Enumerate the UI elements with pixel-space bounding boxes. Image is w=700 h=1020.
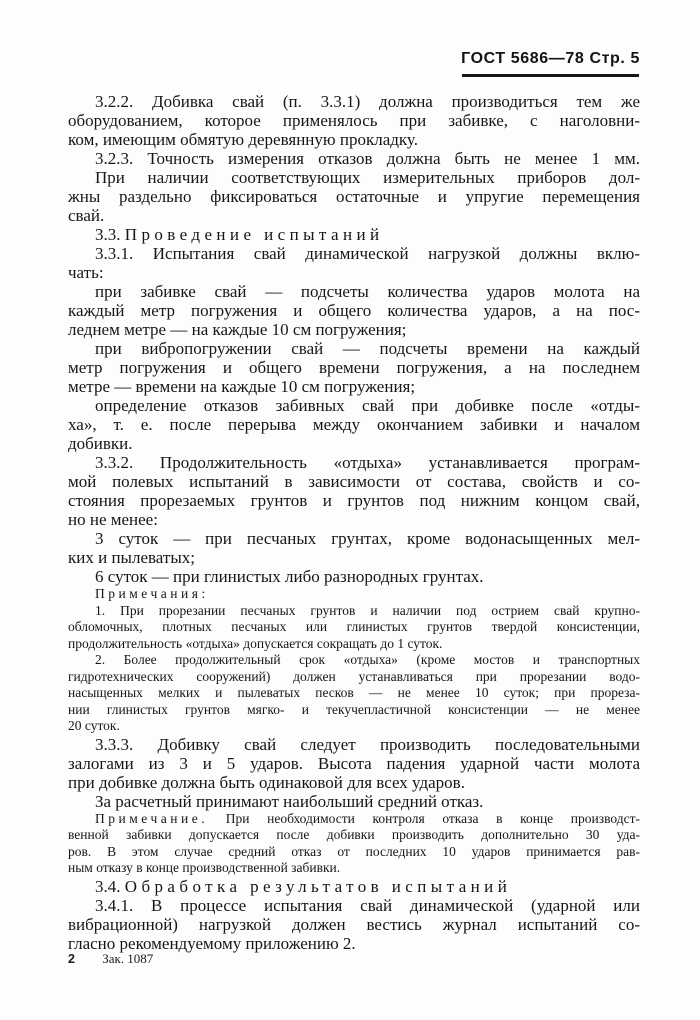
text-line: каждый метр погружения и общего количества ударов, а на пос-: [68, 301, 640, 320]
paragraph: [68, 529, 640, 567]
text-line: свай.: [68, 206, 105, 225]
paragraph: [68, 149, 640, 168]
text-line: 3.3.2. Продолжительность «отдыха» устанавливается програм-: [95, 453, 640, 472]
section-heading: [68, 225, 640, 244]
text-segment: 3.3.: [95, 225, 125, 244]
header-rule: [462, 74, 639, 77]
footer-order-label: Зак. 1087: [102, 951, 154, 966]
text-segment: Примечания:: [95, 586, 209, 601]
text-line: 3.3.1. Испытания свай динамической нагрузкой должны вклю-: [95, 244, 640, 263]
text-line: вибрационной) нагрузкой должен вестись журнал испытаний со-: [68, 914, 640, 934]
text-line: За расчетный принимают наибольший средний отказ.: [95, 791, 484, 811]
text-segment: При необходимости контроля отказа в конце производст-: [208, 810, 640, 826]
text-line: [68, 586, 640, 603]
text-line: нии глинистых грунтов мягко- и текучепластичной консистенции — не менее: [68, 701, 640, 717]
text-line: ным отказу в конце производственной забивки.: [68, 860, 341, 875]
paragraph: [68, 603, 640, 653]
page-header: [461, 50, 640, 77]
text-line: при добивке должна быть одинаковой для всех ударов.: [68, 772, 465, 792]
paragraph: [68, 244, 640, 282]
text-segment: 3.4.: [95, 876, 125, 896]
paragraph: [68, 735, 640, 792]
text-line: 20 суток.: [68, 718, 120, 733]
text-line: 3.3.3. Добивку свай следует производить последовательными: [95, 734, 640, 754]
text-line: метр погружения и общего времени погружения, а на последнем: [68, 358, 640, 377]
text-line: [68, 877, 640, 896]
text-line: обломочных, плотных песчаных или глинистых грунтов твердой консистенции,: [68, 619, 640, 634]
paragraph: [68, 652, 640, 735]
text-segment: Обработка результатов испытаний: [124, 876, 512, 896]
footer-page-number: 2: [68, 952, 75, 966]
text-line: залогами из 3 и 5 ударов. Высота падения ударной части молота: [68, 753, 640, 773]
text-segment: Проведение испытаний: [124, 225, 384, 244]
text-line: 3 суток — при песчаных грунтах, кроме водонасыщенных мел-: [95, 529, 640, 548]
paragraph: [68, 896, 640, 953]
text-line: определение отказов забивных свай при добивке после «отды-: [95, 396, 640, 415]
section-heading: [68, 586, 640, 603]
paragraph: [68, 396, 640, 453]
text-line: 2. Более продолжительный срок «отдыха» (кроме мостов и транспортных: [95, 652, 640, 667]
text-line: при забивке свай — подсчеты количества ударов молота на: [95, 282, 640, 301]
paragraph: [68, 811, 640, 877]
paragraph: [68, 168, 640, 225]
header-title: ГОСТ 5686—78 Стр. 5: [461, 50, 640, 67]
text-line: насыщенных мелких и пылеватых песков — не менее 10 суток; при прореза-: [68, 685, 640, 700]
text-line: При наличии соответствующих измерительных приборов дол-: [95, 168, 640, 187]
paragraph: [68, 567, 640, 586]
text-line: добивки.: [68, 434, 133, 453]
text-line: 3.2.2. Добивка свай (п. 3.3.1) должна производиться тем же: [95, 92, 640, 111]
text-line: 6 суток — при глинистых либо разнородных грунтах.: [95, 567, 484, 586]
text-line: при вибропогружении свай — подсчеты времени на каждый: [95, 339, 640, 358]
paragraph: [68, 453, 640, 529]
text-line: 3.4.1. В процессе испытания свай динамической (ударной или: [95, 895, 640, 915]
text-line: стояния прорезаемых грунтов и грунтов под нижним концом свай,: [68, 491, 640, 510]
text-line: гидротехнических сооружений) должен устанавливаться при прорезании водо-: [68, 668, 640, 684]
text-line: 3.2.3. Точность измерения отказов должна быть не менее 1 мм.: [95, 149, 640, 168]
text-segment: Примечание.: [95, 810, 209, 826]
text-line: 1. При прорезании песчаных грунтов и наличии под острием свай крупно-: [95, 602, 640, 618]
text-line: метре — времени на каждые 10 см погружения;: [68, 377, 416, 396]
text-line: гласно рекомендуемому приложению 2.: [68, 933, 356, 953]
text-line: мой полевых испытаний в зависимости от состава, свойств и со-: [68, 472, 640, 491]
text-line: ров. В этом случае средний отказ от последних 10 ударов принимается рав-: [68, 843, 640, 859]
paragraph: [68, 792, 640, 811]
paragraph: [68, 92, 640, 149]
text-line: [68, 225, 640, 244]
text-line: оборудованием, которое применялось при забивке, с наголовни-: [68, 111, 640, 130]
text-line: но не менее:: [68, 510, 158, 529]
text-line: ха», т. е. после перерыва между окончанием забивки и началом: [68, 415, 640, 434]
text-line: чать:: [68, 263, 104, 282]
section-heading: [68, 877, 640, 896]
text-line: венной забивки допускается после добивки производить дополнительно 30 уда-: [68, 827, 640, 842]
document-body: [68, 92, 640, 953]
page-footer: [68, 951, 153, 967]
text-line: продолжительность «отдыха» допускается сокращать до 1 суток.: [68, 635, 443, 651]
text-line: ких и пылеватых;: [68, 548, 195, 567]
paragraph: [68, 282, 640, 339]
text-line: [68, 811, 640, 828]
paragraph: [68, 339, 640, 396]
text-line: леднем метре — на каждые 10 см погружения;: [68, 320, 407, 339]
text-line: жны раздельно фиксироваться остаточные и упругие перемещения: [68, 187, 640, 206]
text-line: ком, имеющим обмятую деревянную прокладку.: [68, 130, 418, 149]
